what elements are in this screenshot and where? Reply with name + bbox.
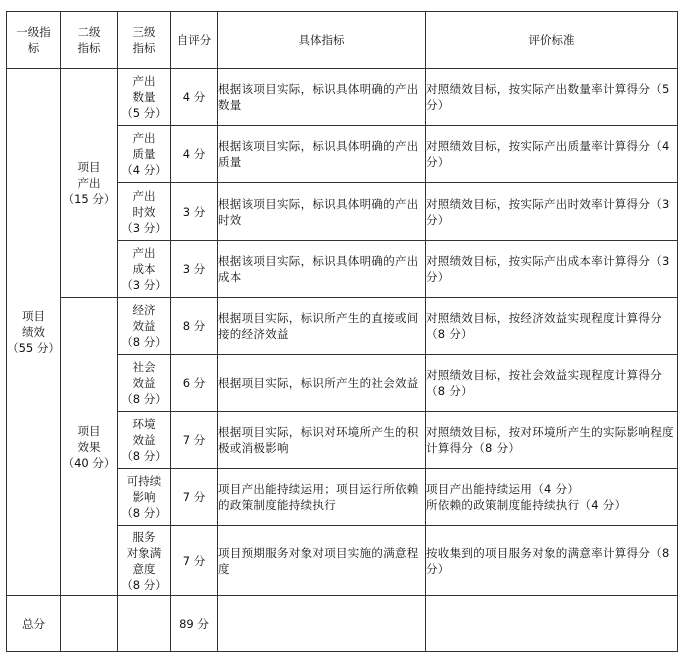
header-row <box>7 12 678 69</box>
indicator-cell: 根据该项目实际，标识具体明确的产出成本 <box>218 241 426 298</box>
header-indicator: 具体指标 <box>218 12 426 69</box>
indicator-cell: 根据项目实际，标识对环境所产生的积极或消极影响 <box>218 412 426 469</box>
level2-cell-effect: 项目 效果 （40 分） <box>61 298 118 596</box>
criteria-cell: 对照绩效目标，按实际产出质量率计算得分（4 分） <box>426 126 678 183</box>
criteria-cell: 对照绩效目标，按实际产出数量率计算得分（5 分） <box>426 69 678 126</box>
indicator-cell: 根据该项目实际，标识具体明确的产出时效 <box>218 183 426 241</box>
performance-evaluation-table <box>6 11 678 652</box>
empty-cell <box>118 596 171 652</box>
score-cell: 3 分 <box>171 241 218 298</box>
score-cell: 8 分 <box>171 298 218 355</box>
empty-cell <box>426 596 678 652</box>
criteria-cell: 对照绩效目标，按实际产出成本率计算得分（3 分） <box>426 241 678 298</box>
criteria-cell: 对照绩效目标，按社会效益实现程度计算得分（8 分） <box>426 355 678 412</box>
indicator-cell: 根据项目实际，标识所产生的社会效益 <box>218 355 426 412</box>
level3-cell: 服务 对象满 意度 （8 分） <box>118 526 171 596</box>
level3-cell: 产出 成本 （3 分） <box>118 241 171 298</box>
header-level3: 三级 指标 <box>118 12 171 69</box>
indicator-cell: 根据该项目实际，标识具体明确的产出质量 <box>218 126 426 183</box>
empty-cell <box>61 596 118 652</box>
table-row <box>7 298 678 355</box>
indicator-cell: 项目预期服务对象对项目实施的满意程度 <box>218 526 426 596</box>
level3-cell: 产出 时效 （3 分） <box>118 183 171 241</box>
level3-cell: 经济 效益 （8 分） <box>118 298 171 355</box>
criteria-cell: 对照绩效目标，按对环境所产生的实际影响程度计算得分（8 分） <box>426 412 678 469</box>
criteria-cell: 对照绩效目标，按实际产出时效率计算得分（3 分） <box>426 183 678 241</box>
criteria-cell: 项目产出能持续运用（4 分） 所依赖的政策制度能持续执行（4 分） <box>426 469 678 526</box>
table-row <box>7 69 678 126</box>
empty-cell <box>218 596 426 652</box>
level3-cell: 社会 效益 （8 分） <box>118 355 171 412</box>
indicator-cell: 项目产出能持续运用；项目运行所依赖的政策制度能持续执行 <box>218 469 426 526</box>
header-self-score: 自评分 <box>171 12 218 69</box>
level3-cell: 产出 质量 （4 分） <box>118 126 171 183</box>
level1-cell: 项目 绩效 （55 分） <box>7 69 61 596</box>
header-level1: 一级指 标 <box>7 12 61 69</box>
header-criteria: 评价标准 <box>426 12 678 69</box>
score-cell: 7 分 <box>171 526 218 596</box>
level3-cell: 产出 数量 （5 分） <box>118 69 171 126</box>
criteria-cell: 对照绩效目标，按经济效益实现程度计算得分（8 分） <box>426 298 678 355</box>
total-score: 89 分 <box>171 596 218 652</box>
total-row <box>7 596 678 652</box>
criteria-cell: 按收集到的项目服务对象的满意率计算得分（8 分） <box>426 526 678 596</box>
header-level2: 二级 指标 <box>61 12 118 69</box>
score-cell: 3 分 <box>171 183 218 241</box>
indicator-cell: 根据该项目实际，标识具体明确的产出数量 <box>218 69 426 126</box>
score-cell: 4 分 <box>171 69 218 126</box>
level3-cell: 环境 效益 （8 分） <box>118 412 171 469</box>
score-cell: 4 分 <box>171 126 218 183</box>
score-cell: 7 分 <box>171 412 218 469</box>
level3-cell: 可持续 影响 （8 分） <box>118 469 171 526</box>
score-cell: 7 分 <box>171 469 218 526</box>
score-cell: 6 分 <box>171 355 218 412</box>
indicator-cell: 根据项目实际，标识所产生的直接或间接的经济效益 <box>218 298 426 355</box>
total-label: 总分 <box>7 596 61 652</box>
level2-cell-output: 项目 产出 （15 分） <box>61 69 118 298</box>
